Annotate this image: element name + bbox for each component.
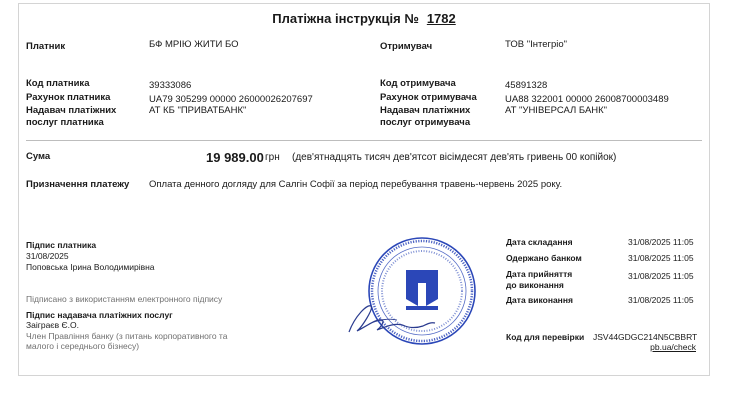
payer-provider-label-line2: послуг платника	[26, 117, 104, 128]
executed-date: 31/08/2025 11:05	[628, 295, 694, 305]
provider-signature-label: Підпис надавача платіжних послуг	[26, 310, 173, 320]
recipient-label: Отримувач	[380, 41, 433, 52]
payer-provider: АТ КБ "ПРИВАТБАНК"	[149, 105, 247, 116]
payer-code-label: Код платника	[26, 78, 90, 89]
e-signature-note: Підписано з використанням електронного підпису	[26, 294, 223, 304]
verification-code-label: Код для перевірки	[506, 332, 585, 342]
payer-signature-name: Поповська Ірина Володимирівна	[26, 262, 155, 272]
received-date-label: Одержано банком	[506, 253, 582, 263]
recipient-provider-label	[380, 105, 470, 129]
recipient-provider-label-line1: Надавач платіжних	[380, 105, 471, 116]
provider-signer-position-line2: малого і середнього бізнесу)	[26, 341, 140, 351]
recipient-name: ТОВ "Інтегріо"	[505, 39, 568, 50]
verification-code: JSV44GDGC214N5CBBRT	[593, 332, 698, 342]
document-number: 1782	[426, 11, 456, 26]
payment-instruction-card	[18, 3, 710, 376]
recipient-provider-label-line2: послуг отримувача	[380, 117, 471, 128]
payer-provider-label	[26, 105, 116, 129]
recipient-provider: АТ "УНІВЕРСАЛ БАНК"	[505, 105, 608, 116]
document-title	[19, 11, 709, 26]
verification-link[interactable]: pb.ua/check	[650, 342, 696, 352]
recipient-code: 45891328	[505, 80, 548, 91]
created-date-label: Дата складання	[506, 237, 573, 247]
created-date: 31/08/2025 11:05	[628, 237, 694, 247]
accepted-date-label	[506, 269, 572, 291]
payer-signature-date: 31/08/2025	[26, 251, 69, 261]
amount-label: Сума	[26, 151, 51, 162]
accepted-date-label-line1: Дата прийняття	[506, 269, 573, 279]
payer-label: Платник	[26, 41, 66, 52]
purpose-label: Призначення платежу	[26, 179, 130, 190]
amount-currency: грн	[265, 152, 280, 163]
payer-code: 39333086	[149, 80, 192, 91]
payer-account-label: Рахунок платника	[26, 92, 111, 103]
payer-account: UA79 305299 00000 26000026207697	[149, 94, 313, 105]
recipient-account-label: Рахунок отримувача	[380, 92, 477, 103]
stamp-outer-ring	[369, 238, 475, 344]
stamp-inner-ring	[378, 247, 466, 335]
received-date: 31/08/2025 11:05	[628, 253, 694, 263]
recipient-code-label: Код отримувача	[380, 78, 456, 89]
provider-signer-name: Заіграєв Є.О.	[26, 320, 79, 330]
payer-provider-label-line1: Надавач платіжних	[26, 105, 117, 116]
stamp-bank-emblem	[406, 270, 438, 310]
document-title-text: Платіжна інструкція №	[272, 11, 419, 26]
amount-value: 19 989.00	[206, 150, 264, 165]
accepted-date-label-line2: до виконання	[506, 280, 564, 290]
section-divider	[26, 140, 702, 141]
provider-signer-position-line1: Член Правління банку (з питань корпоративного та	[26, 331, 228, 341]
recipient-account: UA88 322001 00000 26008700003489	[505, 94, 669, 105]
amount-in-words: (дев'ятнадцять тисяч дев'ятсот вісімдесят дев'ять гривень 00 копійок)	[292, 152, 617, 163]
payer-signature-label: Підпис платника	[26, 240, 97, 250]
payer-name: БФ МРІЮ ЖИТИ БО	[149, 39, 239, 50]
accepted-date: 31/08/2025 11:05	[628, 271, 694, 281]
bank-stamp-with-signature	[327, 236, 487, 356]
purpose-text: Оплата денного догляду для Салгін Софії за період перебування травень-червень 2025 року.	[149, 179, 563, 190]
executed-date-label: Дата виконання	[506, 295, 573, 305]
